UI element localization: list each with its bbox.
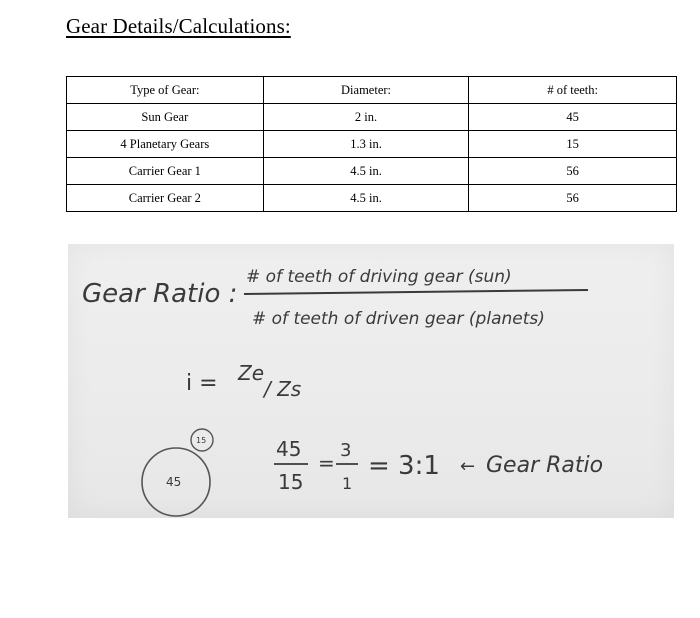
cell-teeth: 45 — [469, 104, 677, 131]
gear-ratio-label: Gear Ratio : — [82, 279, 238, 309]
header-diameter: Diameter: — [263, 77, 469, 104]
page-title: Gear Details/Calculations: — [66, 14, 291, 38]
table-row — [67, 185, 677, 212]
formula-i: i = — [186, 371, 218, 396]
cell-type: 4 Planetary Gears — [67, 131, 264, 158]
header-teeth: # of teeth: — [469, 77, 677, 104]
ratio-result: = 3:1 — [368, 451, 440, 481]
cell-teeth: 56 — [469, 185, 677, 212]
fraction1-denominator: 15 — [278, 470, 304, 494]
gear-table — [66, 76, 677, 212]
equals-sign: = — [318, 451, 335, 475]
table-row — [67, 131, 677, 158]
formula-ze: Ze — [238, 361, 265, 385]
planet-gear-teeth: 15 — [196, 436, 207, 445]
ratio-denominator: # of teeth of driven gear (planets) — [252, 309, 545, 329]
fraction1-numerator: 45 — [276, 437, 302, 461]
cell-type: Sun Gear — [67, 104, 264, 131]
arrow-icon: ← — [460, 456, 476, 477]
sun-gear-teeth: 45 — [166, 475, 182, 489]
handwritten-notes-photo — [68, 244, 674, 518]
table-row — [67, 104, 677, 131]
cell-diameter: 4.5 in. — [263, 185, 469, 212]
fraction2-numerator: 3 — [340, 440, 352, 461]
cell-diameter: 2 in. — [263, 104, 469, 131]
fraction2-denominator: 1 — [342, 474, 353, 493]
cell-teeth: 15 — [469, 131, 677, 158]
result-label: Gear Ratio — [486, 453, 604, 478]
cell-type: Carrier Gear 1 — [67, 158, 264, 185]
cell-type: Carrier Gear 2 — [67, 185, 264, 212]
header-type: Type of Gear: — [67, 77, 264, 104]
table-row — [67, 158, 677, 185]
cell-diameter: 1.3 in. — [263, 131, 469, 158]
cell-diameter: 4.5 in. — [263, 158, 469, 185]
cell-teeth: 56 — [469, 158, 677, 185]
table-header-row — [67, 77, 677, 104]
ratio-fraction-line — [244, 290, 588, 294]
ratio-numerator: # of teeth of driving gear (sun) — [246, 267, 512, 287]
formula-zs: / Zs — [264, 377, 302, 401]
